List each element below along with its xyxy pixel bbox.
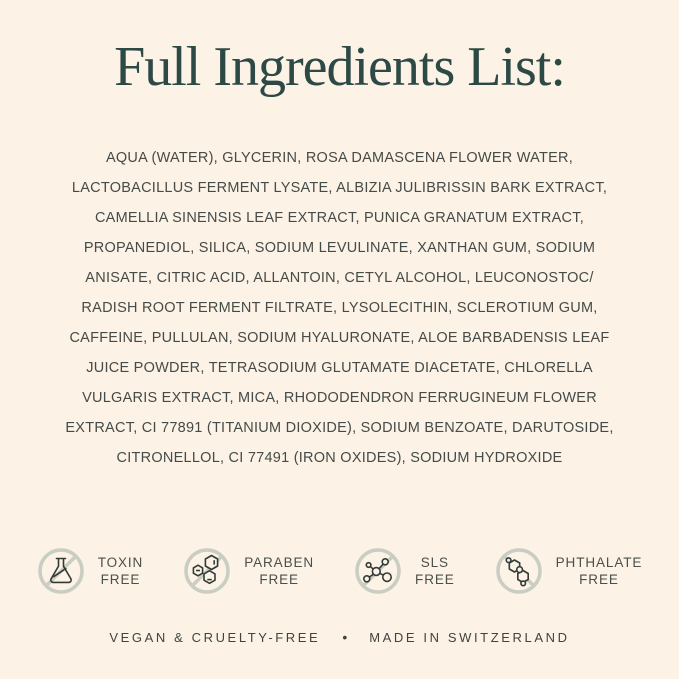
ingredients-list — [0, 143, 679, 473]
ingredients-line: ANISATE, CITRIC ACID, ALLANTOIN, CETYL ALCOHOL, LEUCONOSTOC/ — [85, 270, 594, 287]
badge-label-line1: PHTHALATE — [555, 555, 643, 571]
ingredients-line: CAFFEINE, PULLULAN, SODIUM HYALURONATE, ALOE BARBADENSIS LEAF — [69, 330, 610, 347]
badge-paraben-free — [183, 547, 314, 595]
badge-label — [98, 554, 144, 588]
badge-toxin-free — [37, 547, 144, 595]
vegan-cruelty-free-text: VEGAN & CRUELTY-FREE — [109, 629, 321, 645]
footer-claims — [0, 629, 679, 645]
ingredients-line: EXTRACT, CI 77891 (TITANIUM DIOXIDE), SODIUM BENZOATE, DARUTOSIDE, — [65, 420, 614, 437]
ingredients-line: AQUA (WATER), GLYCERIN, ROSA DAMASCENA FLOWER WATER, — [105, 150, 574, 167]
ingredients-line: RADISH ROOT FERMENT FILTRATE, LYSOLECITHIN, SCLEROTIUM GUM, — [81, 300, 598, 317]
phthalate-free-rings-icon — [495, 547, 543, 595]
ingredients-line: CAMELLIA SINENSIS LEAF EXTRACT, PUNICA GRANATUM EXTRACT, — [94, 210, 585, 227]
ingredients-line: CITRONELLOL, CI 77491 (IRON OXIDES), SODIUM HYDROXIDE — [116, 450, 563, 467]
badge-sls-free — [354, 547, 455, 595]
ingredients-line: PROPANEDIOL, SILICA, SODIUM LEVULINATE, XANTHAN GUM, SODIUM — [83, 240, 596, 257]
page-title: Full Ingredients List: — [114, 36, 565, 98]
ingredients-line: VULGARIS EXTRACT, MICA, RHODODENDRON FERRUGINEUM FLOWER — [82, 390, 597, 407]
made-in-switzerland-text: MADE IN SWITZERLAND — [369, 629, 570, 645]
badge-phthalate-free — [495, 547, 643, 595]
badge-label-line2: FREE — [415, 572, 455, 588]
badge-label-line2: FREE — [259, 572, 299, 588]
badge-label — [556, 554, 643, 588]
ingredients-line: JUICE POWDER, TETRASODIUM GLUTAMATE DIACETATE, CHLORELLA — [86, 360, 593, 377]
ingredients-line: LACTOBACILLUS FERMENT LYSATE, ALBIZIA JULIBRISSIN BARK EXTRACT, — [71, 180, 608, 197]
bullet-separator: • — [342, 629, 348, 646]
badge-label-line1: TOXIN — [97, 555, 144, 571]
paraben-free-hexagons-icon — [183, 547, 231, 595]
sls-free-molecule-icon — [354, 547, 402, 595]
badge-label-line2: FREE — [579, 572, 619, 588]
badge-label-line1: PARABEN — [244, 555, 315, 571]
badge-label — [244, 554, 314, 588]
badge-label-line2: FREE — [100, 572, 141, 588]
badge-label — [415, 554, 455, 588]
badge-label-line1: SLS — [420, 555, 449, 571]
toxin-free-flask-icon — [37, 547, 85, 595]
free-from-badges-row — [0, 547, 679, 595]
